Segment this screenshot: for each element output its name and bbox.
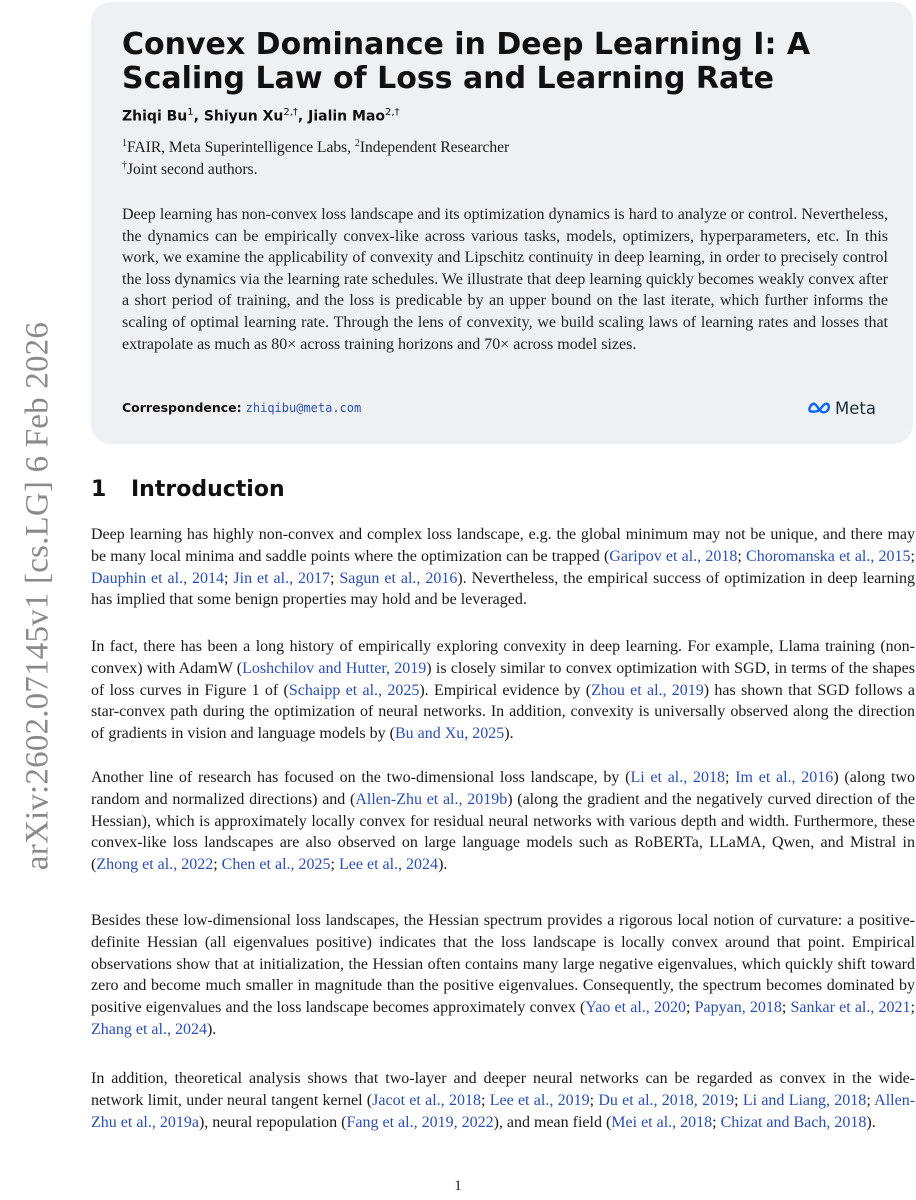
arxiv-stamp <box>0 0 60 1200</box>
affiliation-sup: 1 <box>122 138 127 149</box>
paragraph-text: ; <box>712 1113 721 1131</box>
correspondence <box>122 400 361 415</box>
paragraph-text: ; <box>589 1091 599 1109</box>
citation-link[interactable]: Loshchilov and Hutter, 2019 <box>242 659 427 677</box>
paragraph-text: ; <box>330 856 339 874</box>
meta-logo-text: Meta <box>835 398 876 418</box>
paragraph-text: ). <box>438 856 448 874</box>
paragraph-text: ; <box>737 547 747 565</box>
citation-link[interactable]: Lee et al., 2019 <box>489 1091 590 1109</box>
citation-link[interactable]: Im et al., 2016 <box>735 769 834 786</box>
paper-title: Convex Dominance in Deep Learning I: A Scaling Law of Loss and Learning Rate <box>122 27 811 96</box>
author-list: Zhiqi Bu$^1$, Shiyun $Xu^{2,\dagger}$, Jialin Mao$^{2,\dagger}$ <box>122 107 400 125</box>
paragraph-text: ). <box>504 725 514 743</box>
affiliations <box>122 138 509 157</box>
intro-paragraph <box>91 524 915 611</box>
paragraph-text: ; <box>213 856 222 874</box>
author: Zhiqi Bu <box>122 108 188 125</box>
section-heading-introduction <box>91 477 285 502</box>
author-sup: 2,† <box>283 107 298 118</box>
meta-logo <box>808 397 876 419</box>
correspondence-email-link[interactable]: zhiqibu@meta.com <box>245 401 362 415</box>
citation-link[interactable]: Chen et al., 2025 <box>221 856 331 874</box>
intro-paragraph <box>91 636 915 745</box>
paragraph-text: ; <box>224 569 234 587</box>
paragraph-text: ) has shown that SGD follows a star-convex path during the optimization of neural networks. In addition, convexity is universally observed along the direction of gradients in vision and language models by ( <box>91 681 916 743</box>
abstract-text: Deep learning has non-convex loss landscape and its optimization dynamics is hard to analyze or control. Nevertheless, the dynamics can be empirically convex-like across various tasks, models, optimizers, hyperparameters, etc. In this work, we examine the applicability of convexity and Lipschitz continuity in deep learning, in order to precisely control the loss dynamics via the learning rate schedules. We illustrate that deep learning quickly becomes weakly convex after a short period of training, and the loss is predicable by an upper bound on the last iterate, which further informs the scaling of optimal learning rate. Through the lens of convexity, we build scaling laws of learning rates and losses that extrapolate as much as 80× across training horizons and 70× across model sizes. <box>122 206 888 353</box>
citation-link[interactable]: Allen-Zhu et al., 2019b <box>355 790 508 808</box>
affiliation-1: FAIR, Meta Superintelligence Labs, <box>127 139 355 157</box>
author-note-sup: † <box>122 160 127 171</box>
citation-link[interactable]: Lee et al., 2024 <box>338 856 439 874</box>
paragraph-text: Besides these low-dimensional loss landscapes, the Hessian spectrum provides a rigorous local notion of curvature: a positive-definite Hessian (all eigenvalues positive) indicates that the loss landscape is locally convex around that point. Empirical observations show that at initialization, the Hessian often contains many large negative eigenvalues, which quickly shift toward zero and become much smaller in magnitude than the positive eigenvalues. Consequently, the spectrum becomes dominated by positive eigenvalues and the loss landscape becomes approximately convex ( <box>91 912 915 1017</box>
citation-link[interactable]: Choromanska et al., 2015 <box>746 547 911 565</box>
intro-paragraph <box>91 767 915 876</box>
paragraph-text: ; <box>330 569 340 587</box>
author-note-text: Joint second authors. <box>127 161 258 179</box>
paragraph-text: ). <box>866 1113 876 1131</box>
author-note <box>122 160 257 179</box>
citation-link[interactable]: Schaipp et al., 2025 <box>288 681 420 699</box>
affiliation-2: Independent Researcher <box>359 139 510 157</box>
author: Shiyun Xu <box>203 108 284 125</box>
paragraph-text: ). Nevertheless, the empirical success of optimization in deep learning has implied that some benign properties may hold and be leveraged. <box>91 569 915 609</box>
page-number: 1 <box>454 1178 462 1194</box>
citation-link[interactable]: Fang et al., 2019, 2022 <box>346 1113 494 1131</box>
citation-link[interactable]: Yao et al., 2020 <box>585 999 686 1017</box>
paragraph-text: ) (along the gradient and the negatively curved direction of the Hessian), which is approximately locally convex for residual neural networks with various depth and width. Furthermore, these convex-like loss landscapes are also observed on large language models such as RoBERTa, LLaMA, Qwen, and Mistral in ( <box>91 790 916 874</box>
author-sup: 1 <box>187 107 194 118</box>
paragraph-text: ; <box>734 1091 743 1109</box>
paragraph-text: ). Empirical evidence by ( <box>419 681 592 699</box>
paragraph-text: ). <box>206 1020 217 1038</box>
citation-link[interactable]: Chizat and Bach, 2018 <box>720 1113 867 1131</box>
paragraph-text: In addition, theoretical analysis shows that two-layer and deeper neural networks can be regarded as convex in the wide-network limit, under neural tangent kernel ( <box>91 1070 915 1109</box>
paragraph-text: ) (along two random and normalized directions) and ( <box>91 769 916 808</box>
citation-link[interactable]: Sagun et al., 2016 <box>339 569 458 587</box>
author: Jialin Mao <box>308 108 386 125</box>
paragraph-text: ), neural repopulation ( <box>198 1113 347 1131</box>
intro-paragraph <box>91 910 915 1041</box>
paragraph-text: Deep learning has highly non-convex and complex loss landscape, e.g. the global minimum may not be unique, and there may be many local minima and saddle points where the optimization can be trapped ( <box>91 526 915 565</box>
meta-infinity-icon <box>808 401 832 415</box>
paragraph-text: ), and mean field ( <box>493 1113 612 1131</box>
paragraph-text: ) is closely similar to convex optimization with SGD, in terms of the shapes of loss curves in Figure 1 of ( <box>91 659 916 699</box>
citation-link[interactable]: Dauphin et al., 2014 <box>91 569 225 587</box>
correspondence-label: Correspondence: <box>122 400 242 415</box>
section-number: 1 <box>91 477 107 502</box>
paragraph-text: ; <box>725 769 736 786</box>
intro-paragraph <box>91 1068 915 1133</box>
citation-link[interactable]: Mei et al., 2018 <box>611 1113 713 1131</box>
paragraph-text: ; <box>910 999 915 1017</box>
paragraph-text: ; <box>685 999 695 1017</box>
section-title: Introduction <box>131 477 285 502</box>
citation-link[interactable]: Zhang et al., 2024 <box>91 1020 207 1038</box>
citation-link[interactable]: Jin et al., 2017 <box>233 569 331 587</box>
citation-link[interactable]: Zhong et al., 2022 <box>96 856 214 874</box>
affiliation-sup: 2 <box>354 138 360 149</box>
paragraph-text: Another line of research has focused on the two-dimensional loss landscape, by ( <box>91 769 631 786</box>
paragraph-text: In fact, there has been a long history of empirically exploring convexity in deep learning. For example, Llama training (non-convex) with AdamW ( <box>91 638 915 677</box>
citation-link[interactable]: Papyan, 2018 <box>694 999 782 1017</box>
citation-link[interactable]: Sankar et al., 2021 <box>790 999 911 1017</box>
citation-link[interactable]: Allen-Zhu et al., 2019a <box>91 1091 916 1131</box>
paragraph-text: ; <box>781 999 791 1017</box>
citation-link[interactable]: Garipov et al., 2018 <box>609 547 738 565</box>
paragraph-text: ; <box>910 547 915 565</box>
citation-link[interactable]: Jacot et al., 2018 <box>372 1091 481 1109</box>
author-sup: 2,† <box>385 107 400 118</box>
arxiv-identifier: arXiv:2602.07145v1 [cs.LG] 6 Feb 2026 <box>19 321 56 871</box>
citation-link[interactable]: Du et al., 2018, 2019 <box>598 1091 735 1109</box>
paragraph-text: ; <box>480 1091 490 1109</box>
citation-link[interactable]: Li and Liang, 2018 <box>742 1091 867 1109</box>
citation-link[interactable]: Bu and Xu, 2025 <box>394 725 505 743</box>
citation-link[interactable]: Zhou et al., 2019 <box>591 681 704 699</box>
citation-link[interactable]: Li et al., 2018 <box>630 769 725 786</box>
paragraph-text: ; <box>866 1091 875 1109</box>
